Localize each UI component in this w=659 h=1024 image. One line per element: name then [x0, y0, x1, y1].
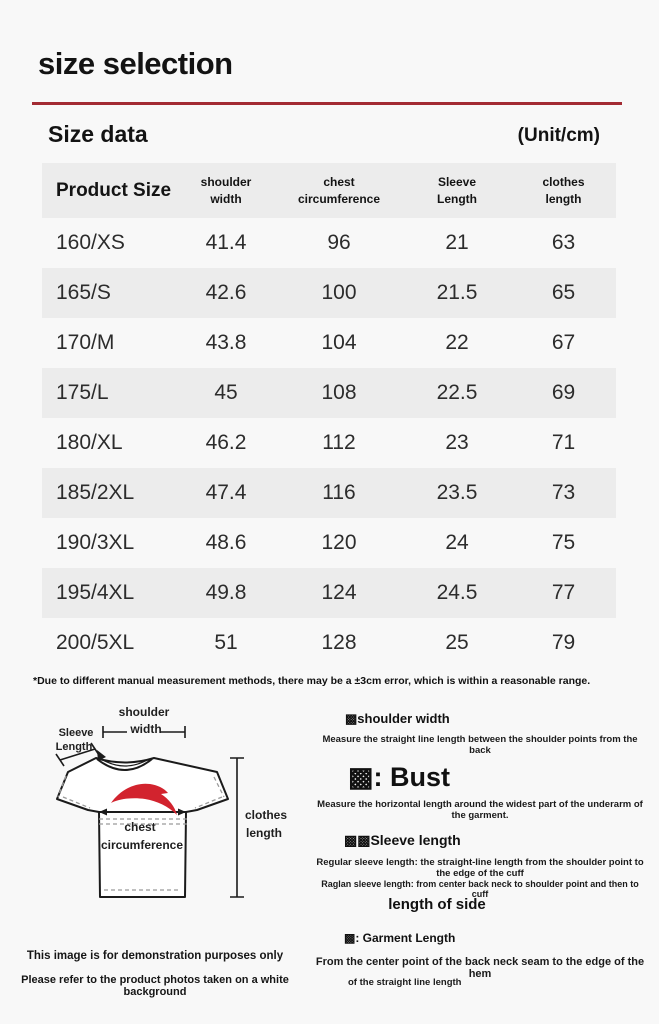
table-row — [42, 318, 616, 368]
col-header-clothes-length — [511, 174, 616, 206]
guide-bust-heading: ▩: Bust — [348, 762, 451, 792]
col-header-chest-circumference — [275, 174, 403, 206]
cell-shoulder: 48.6 — [205, 531, 247, 554]
col-header-line: shoulder — [200, 175, 252, 190]
cell-product-size: 175/L — [56, 381, 109, 404]
cell-clothes: 67 — [551, 331, 576, 354]
cell-chest: 96 — [327, 231, 351, 254]
cell-chest: 128 — [321, 631, 357, 654]
cell-shoulder: 47.4 — [205, 481, 247, 504]
table-row — [42, 568, 616, 618]
chest-circumference-label-line2: circumference — [100, 838, 184, 852]
cell-sleeve: 21.5 — [436, 281, 478, 304]
cell-sleeve: 21 — [445, 231, 469, 254]
clothes-length-label-line1: clothes — [244, 808, 287, 822]
cell-clothes: 77 — [551, 581, 576, 604]
size-table — [42, 163, 616, 668]
cell-shoulder: 49.8 — [205, 581, 247, 604]
cell-chest: 108 — [321, 381, 357, 404]
cell-chest: 124 — [321, 581, 357, 604]
cell-shoulder: 43.8 — [205, 331, 247, 354]
cell-chest: 112 — [322, 431, 356, 454]
table-row — [42, 368, 616, 418]
shoulder-width-label-line1: shoulder — [118, 705, 170, 719]
cell-chest: 104 — [321, 331, 357, 354]
page-title: size selection — [38, 46, 233, 81]
cell-product-size: 185/2XL — [56, 481, 135, 504]
col-header-line: width — [210, 191, 242, 206]
cell-chest: 120 — [321, 531, 357, 554]
table-row — [42, 218, 616, 268]
col-header-line: Sleeve — [437, 175, 477, 190]
guide-garment-length-desc1: From the center point of the back neck seam to the edge of the hem — [315, 956, 645, 980]
unit-label: (Unit/cm) — [517, 125, 600, 146]
cell-clothes: 71 — [551, 431, 576, 454]
cell-product-size: 170/M — [56, 331, 115, 354]
col-header-line: Length — [437, 191, 477, 206]
sleeve-length-label-line2: Length — [55, 741, 93, 753]
shoulder-width-label-line2: width — [130, 722, 162, 736]
cell-product-size: 180/XL — [56, 431, 123, 454]
col-header-shoulder-width — [177, 174, 275, 206]
cell-sleeve: 22.5 — [436, 381, 478, 404]
demonstration-disclaimer: This image is for demonstration purposes only — [26, 950, 284, 962]
cell-product-size: 190/3XL — [56, 531, 135, 554]
col-header-sleeve-length — [403, 174, 511, 206]
cell-chest: 116 — [322, 481, 356, 504]
guide-shoulder-width-heading: ▩shoulder width — [345, 711, 450, 726]
cell-clothes: 79 — [551, 631, 576, 654]
cell-product-size: 195/4XL — [56, 581, 135, 604]
cell-chest: 100 — [321, 281, 357, 304]
guide-sleeve-regular-desc: Regular sleeve length: the straight-line length from the shoulder point to the edge of the cuff — [316, 857, 644, 879]
guide-garment-length-heading: ▩: Garment Length — [344, 931, 456, 945]
cell-shoulder: 42.6 — [205, 281, 247, 304]
guide-length-of-side: length of side — [388, 896, 486, 913]
cell-clothes: 73 — [551, 481, 576, 504]
guide-sleeve-raglan-desc: Raglan sleeve length: from center back neck to shoulder point and then to cuff — [321, 879, 639, 899]
cell-sleeve: 25 — [445, 631, 469, 654]
guide-shoulder-width-desc: Measure the straight line length between the shoulder points from the back — [322, 734, 638, 756]
cell-sleeve: 23 — [445, 431, 469, 454]
cell-sleeve: 22 — [445, 331, 469, 354]
col-header-line: length — [545, 191, 582, 206]
red-divider — [32, 102, 622, 105]
cell-clothes: 65 — [551, 281, 576, 304]
cell-shoulder: 46.2 — [205, 431, 247, 454]
guide-sleeve-length-heading: ▩▩Sleeve length — [344, 832, 461, 848]
guide-bust-desc: Measure the horizontal length around the widest part of the underarm of the garment. — [317, 799, 643, 821]
measurement-error-note: *Due to different manual measurement methods, there may be a ±3cm error, which is within a reasonable range. — [33, 675, 591, 687]
sleeve-length-label-line1: Sleeve — [58, 727, 94, 739]
col-header-product-size: Product Size — [56, 179, 172, 201]
cell-shoulder: 51 — [214, 631, 238, 654]
cell-sleeve: 24 — [445, 531, 469, 554]
col-header-line: circumference — [297, 191, 381, 206]
cell-product-size: 160/XS — [56, 231, 125, 254]
cell-clothes: 75 — [551, 531, 576, 554]
cell-shoulder: 45 — [214, 381, 238, 404]
col-header-line: chest — [323, 175, 355, 190]
clothes-length-label-line2: length — [246, 826, 282, 840]
cell-clothes: 63 — [551, 231, 576, 254]
table-row — [42, 468, 616, 518]
cell-clothes: 69 — [551, 381, 576, 404]
table-row — [42, 518, 616, 568]
cell-shoulder: 41.4 — [205, 231, 247, 254]
cell-sleeve: 24.5 — [436, 581, 478, 604]
table-row — [42, 618, 616, 668]
white-background-disclaimer: Please refer to the product photos taken on a white background — [21, 974, 289, 998]
size-data-heading: Size data — [48, 121, 148, 147]
cell-product-size: 165/S — [56, 281, 111, 304]
cell-sleeve: 23.5 — [436, 481, 478, 504]
table-row — [42, 418, 616, 468]
cell-product-size: 200/5XL — [56, 631, 135, 654]
chest-circumference-label-line1: chest — [124, 820, 156, 834]
guide-garment-length-desc2: of the straight line length — [348, 977, 462, 988]
table-header-row — [42, 163, 616, 218]
col-header-line: clothes — [542, 175, 585, 190]
table-row — [42, 268, 616, 318]
